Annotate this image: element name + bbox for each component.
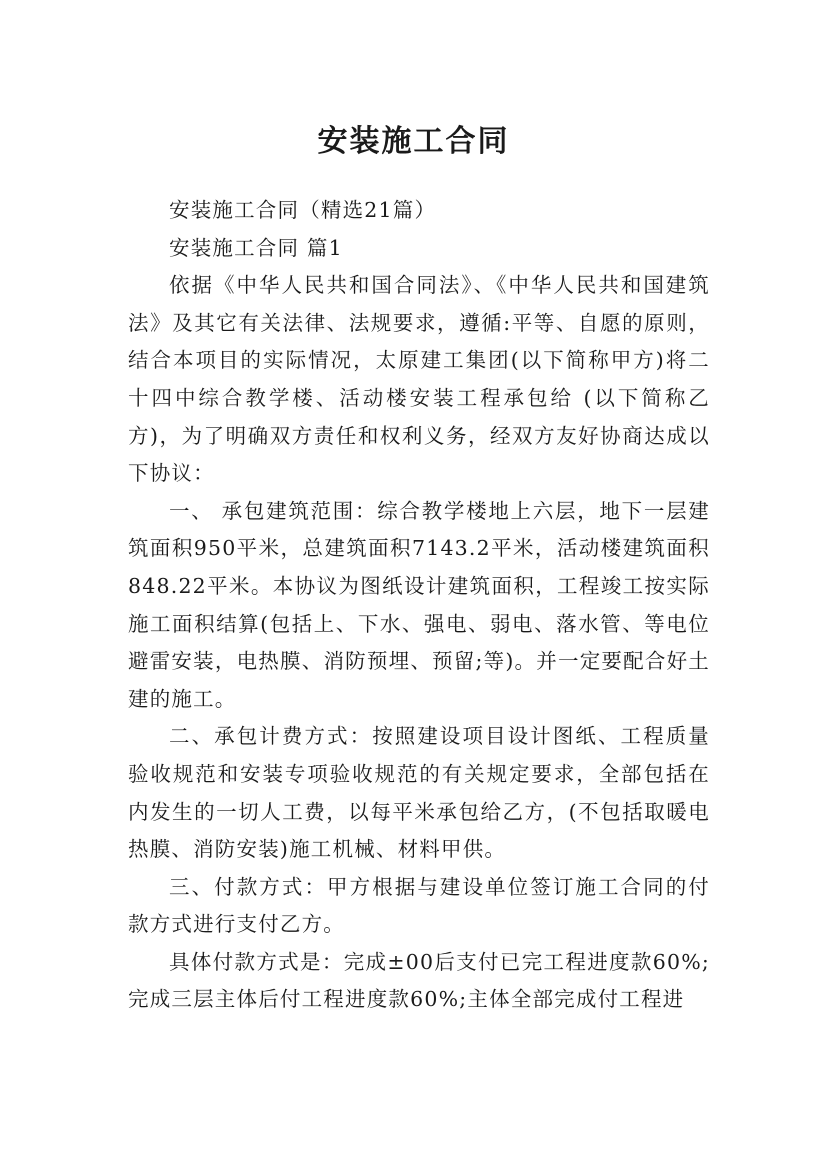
clause-1-paragraph: 一、 承包建筑范围：综合教学楼地上六层，地下一层建筑面积950平米，总建筑面积7143.2平米，活动楼建筑面积848.22平米。本协议为图纸设计建筑面积，工程竣工按实际施工面积结算(包括上、下水、强电、弱电、落水管、等电位避雷安装，电热膜、消防预埋、预留;等)。并一定要配合好土建的施工。: [128, 498, 710, 711]
payment-details-paragraph: 具体付款方式是：完成±00后支付已完工程进度款60%;完成三层主体后付工程进度款60%;主体全部完成付工程进: [128, 949, 710, 1012]
section-heading: 安装施工合同 篇1: [169, 235, 343, 260]
clause-2-paragraph: 二、承包计费方式：按照建设项目设计图纸、工程质量验收规范和安装专项验收规范的有关规定要求，全部包括在内发生的一切人工费，以每平米承包给乙方，(不包括取暖电热膜、消防安装)施工机械、材料甲供。: [128, 724, 710, 862]
subtitle-paragraph: 安装施工合同（精选21篇）: [169, 198, 437, 222]
clause-3-paragraph: 三、付款方式：甲方根据与建设单位签订施工合同的付款方式进行支付乙方。: [128, 874, 710, 937]
intro-paragraph: 依据《中华人民共和国合同法》、《中华人民共和国建筑法》及其它有关法律、法规要求，遵循:平等、自愿的原则，结合本项目的实际情况，太原建工集团(以下简称甲方)将二十四中综合教学楼、活动楼安装工程承包给 (以下简称乙方)，为了明确双方责任和权利义务，经双方友好协商达成以下协议：: [128, 273, 710, 486]
document-title: 安装施工合同: [317, 124, 510, 160]
document-body: [128, 192, 710, 1019]
